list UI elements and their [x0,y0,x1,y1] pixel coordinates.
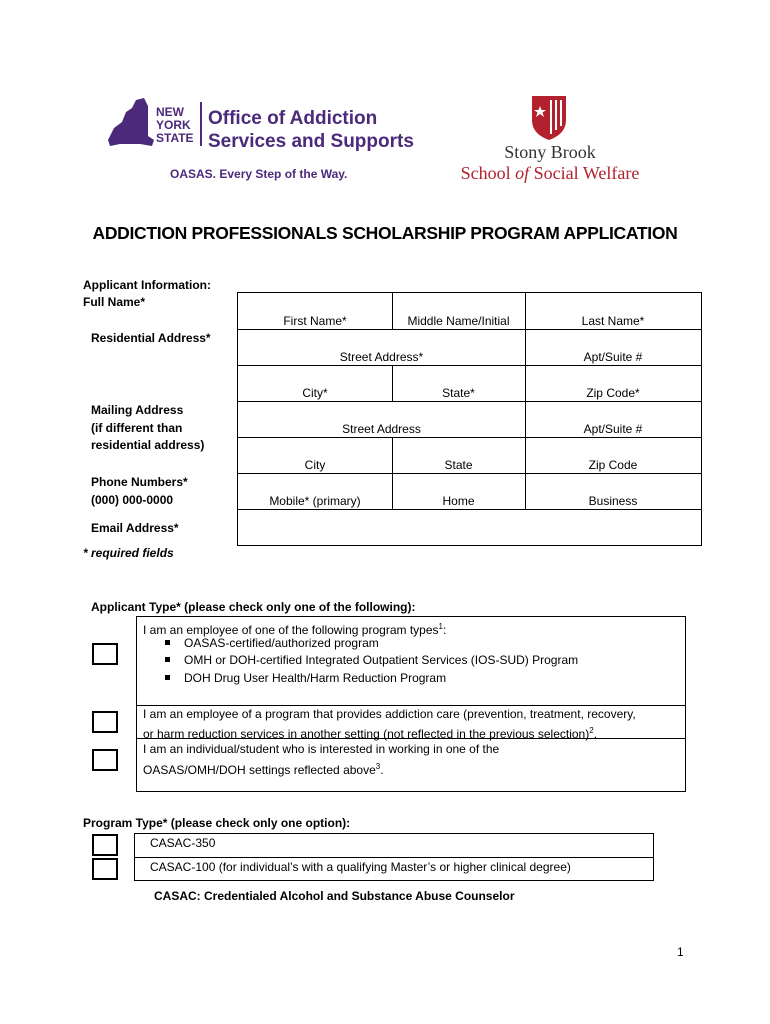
residential-street-input[interactable] [239,330,524,350]
program-type-option-2-checkbox[interactable] [92,858,118,880]
first-name-caption: First Name* [283,314,347,328]
phone-numbers-label: Phone Numbers* (000) 000-0000 [91,475,188,507]
business-caption: Business [588,494,638,508]
mailing-street-caption: Street Address [342,422,421,436]
residential-address-label: Residential Address* [91,331,211,345]
mailing-state-caption: State [444,458,473,472]
casac-footnote: CASAC: Credentialed Alcohol and Substance Abuse Counselor [154,889,515,903]
oasas-logo-graphic [100,92,430,184]
logo-tagline: OASAS. Every Step of the Way. [170,167,348,181]
logo-state-word-3: STATE [156,131,194,145]
mailing-street-input[interactable] [239,402,524,422]
full-name-label: Full Name* [83,295,146,309]
stony-brook-logo-graphic [450,92,650,184]
apt-suite-caption: Apt/Suite # [583,350,643,364]
applicant-type-option-2-line-1: I am an employee of a program that provides addiction care (prevention, treatment, recovery, [143,707,636,721]
street-address-caption: Street Address* [339,350,424,364]
residential-zip-input[interactable] [527,366,699,386]
program-type-option-1-checkbox[interactable] [92,834,118,856]
new-york-state-shape-icon [108,98,154,146]
applicant-type-option-1-checkbox[interactable] [92,643,118,665]
email-address-label: Email Address* [91,521,179,535]
mailing-city-input[interactable] [239,438,391,458]
residential-apt-input[interactable] [527,330,699,350]
logo-office-line-1: Office of Addiction [208,108,378,129]
oasas-logo [100,92,430,184]
mailing-city-caption: City [304,458,326,472]
middle-name-caption: Middle Name/Initial [407,314,510,328]
applicant-info-grid [237,292,702,546]
program-type-bullet-2: OMH or DOH-certified Integrated Outpatient Services (IOS-SUD) Program [165,652,578,669]
residential-state-input[interactable] [394,366,524,386]
phone-home-input[interactable] [394,474,524,494]
city-caption: City* [302,386,328,400]
mobile-caption: Mobile* (primary) [269,494,361,508]
home-caption: Home [442,494,475,508]
zip-code-caption: Zip Code* [586,386,640,400]
stony-brook-logo [450,92,650,184]
school-name: School of Social Welfare [460,163,640,183]
mailing-address-label: Mailing Address (if different than residential address) [91,403,205,452]
applicant-type-option-3-line-2: OASAS/OMH/DOH settings reflected above$^3$. [143,762,384,777]
program-type-option-1-text: CASAC-350 [150,836,216,850]
stony-brook-name: Stony Brook [504,142,596,162]
page-number: 1 [677,945,684,959]
applicant-type-heading: Applicant Type* (please check only one of the following): [91,600,416,614]
phone-mobile-input[interactable] [239,474,391,494]
required-fields-note: * required fields [83,546,174,560]
phone-business-input[interactable] [527,474,699,494]
middle-name-input[interactable] [394,294,524,314]
last-name-caption: Last Name* [581,314,645,328]
applicant-type-option-3-line-1: I am an individual/student who is interested in working in one of the [143,742,500,756]
applicant-type-option-1-text: I am an employee of one of the following program types$^1$: [143,622,447,637]
logo-state-word-1: NEW [156,105,184,119]
logo-state-word-2: YORK [156,118,191,132]
applicant-info-heading: Applicant Information: [83,278,211,292]
mailing-state-input[interactable] [394,438,524,458]
applicant-type-option-3-checkbox[interactable] [92,749,118,771]
email-input[interactable] [239,510,700,545]
state-caption: State* [442,386,475,400]
form-title: ADDICTION PROFESSIONALS SCHOLARSHIP PROGRAM APPLICATION [92,223,678,243]
program-type-bullet-1: OASAS-certified/authorized program [165,635,379,652]
applicant-type-option-2-checkbox[interactable] [92,711,118,733]
logo-office-line-2: Services and Supports [208,131,414,152]
mailing-apt-input[interactable] [527,402,699,422]
mailing-zip-caption: Zip Code [588,458,638,472]
program-type-heading: Program Type* (please check only one option): [83,816,351,830]
mailing-apt-caption: Apt/Suite # [583,422,643,436]
program-type-option-2-text: CASAC-100 (for individual’s with a qualifying Master’s or higher clinical degree) [150,860,571,874]
first-name-input[interactable] [239,294,391,314]
mailing-zip-input[interactable] [527,438,699,458]
program-type-bullet-3: DOH Drug User Health/Harm Reduction Program [165,670,446,687]
applicant-type-option-2-line-2: or harm reduction services in another setting (not reflected in the previous selection)$^2$. [143,726,598,741]
residential-city-input[interactable] [239,366,391,386]
last-name-input[interactable] [527,294,699,314]
